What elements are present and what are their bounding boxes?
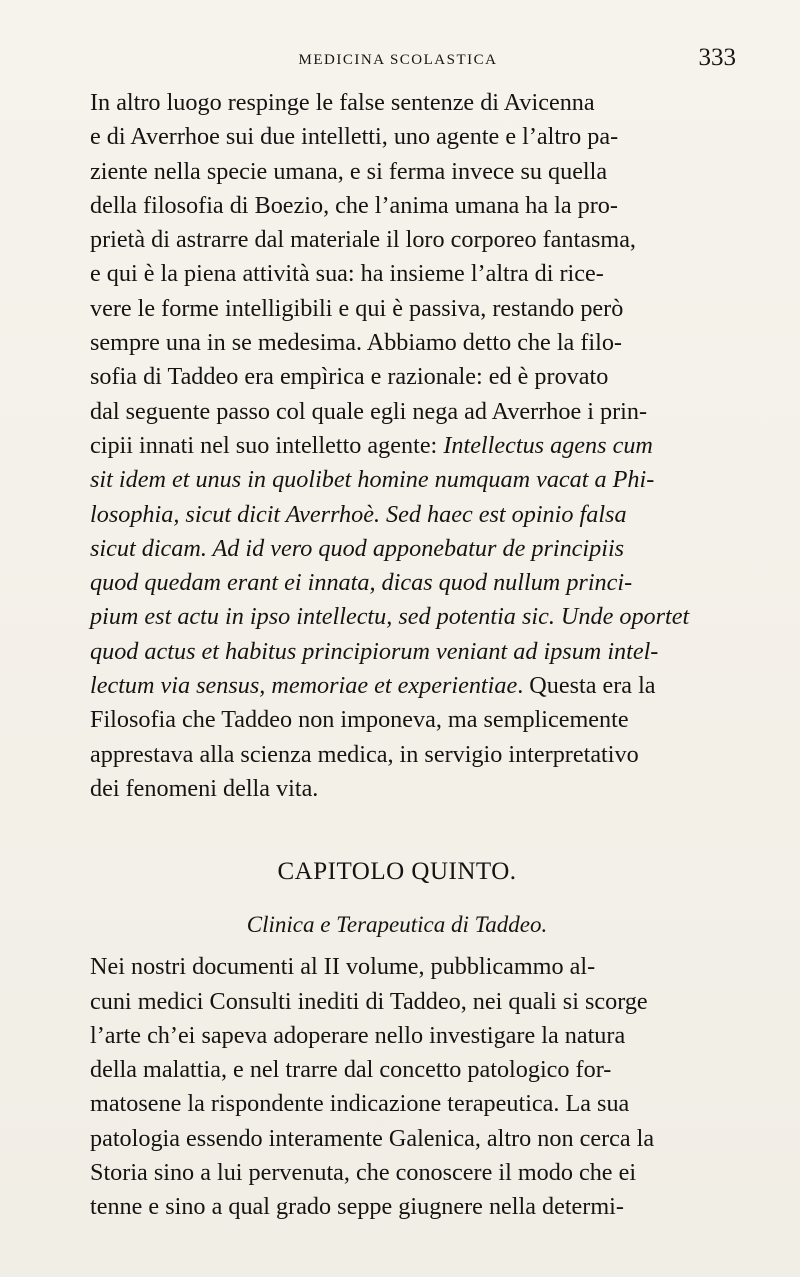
paragraph-avicenna-averrhoe [54,86,740,806]
line-text: matosene la rispondente indicazione terapeutica. La sua [90,1090,630,1118]
text-line [54,772,740,806]
text-line [54,1122,740,1156]
line-text: cuni medici Consulti inediti di Taddeo, nei quali si scorge [90,987,648,1015]
line-text: sofia di Taddeo era empìrica e razionale: ed è provato [90,363,609,391]
line-text: e di Averrhoe sui due intelletti, uno agente e l’altro pa- [90,123,619,151]
line-text: . Questa era la [517,672,656,700]
latin-quote-text: sit idem et unus in quolibet homine numquam vacat a Phi- [90,466,655,494]
running-title: MEDICINA SCOLASTICA [298,52,498,68]
text-line [54,1190,740,1224]
text-line [54,532,740,566]
line-text: e qui è la piena attività sua: ha insieme l’altra di rice- [90,260,604,288]
paragraph-consulti [54,950,740,1224]
line-text: dei fenomeni della vita. [90,774,319,802]
line-text: l’arte ch’ei sapeva adoperare nello investigare la natura [90,1021,626,1049]
latin-quote-text: pium est actu in ipso intellectu, sed potentia sic. Unde oportet [90,603,690,631]
line-text: Nei nostri documenti al II volume, pubblicammo al- [90,953,596,981]
line-text: dal seguente passo col quale egli nega ad Averrhoe i prin- [90,397,648,425]
line-text: Filosofia che Taddeo non imponeva, ma semplicemente [90,706,629,734]
section-subtitle: Clinica e Terapeutica di Taddeo. [246,912,548,938]
latin-quote-text: losophia, sicut dicit Averrhoè. Sed haec est opinio falsa [90,500,627,528]
text-line [54,566,740,600]
latin-quote-text: sicut dicam. Ad id vero quod apponebatur de principiis [90,534,625,562]
line-text: della malattia, e nel trarre dal concetto patologico for- [90,1056,612,1084]
text-line [54,360,740,394]
latin-quote-text: quod quedam erant ei innata, dicas quod nullum princi- [90,569,633,597]
line-text: della filosofia di Boezio, che l’anima umana ha la pro- [90,191,618,219]
latin-quote-text: lectum via sensus, memoriae et experientiae [90,672,518,700]
text-line [54,189,740,223]
text-line [54,1087,740,1121]
page-number: 333 [698,44,736,71]
text-line [54,429,740,463]
text-line [54,395,740,429]
line-text: cipii innati nel suo intelletto agente: [90,431,444,459]
text-line [54,155,740,189]
line-text: tenne e sino a qual grado seppe giugnere nella determi- [90,1193,624,1221]
text-line [54,1019,740,1053]
text-line [54,985,740,1019]
text-line [54,600,740,634]
text-line [54,86,740,120]
text-line [54,1053,740,1087]
text-line [54,257,740,291]
text-line [54,326,740,360]
text-line [54,738,740,772]
text-line [54,120,740,154]
latin-quote-text: Intellectus agens cum [443,431,653,459]
line-text: prietà di astrarre dal materiale il loro corporeo fantasma, [90,226,636,254]
text-line [54,292,740,326]
text-line [54,463,740,497]
latin-quote-text: quod actus et habitus principiorum veniant ad ipsum intel- [90,637,659,665]
text-line [54,703,740,737]
line-text: ziente nella specie umana, e si ferma invece su quella [90,157,608,185]
line-text: vere le forme intelligibili e qui è passiva, restando però [90,294,624,322]
text-block [54,86,740,1225]
text-line [54,223,740,257]
line-text: apprestava alla scienza medica, in servigio interpretativo [90,740,639,768]
text-line [54,635,740,669]
chapter-title: CAPITOLO QUINTO. [277,858,517,886]
line-text: sempre una in se medesima. Abbiamo detto che la filo- [90,329,622,357]
text-line [54,669,740,703]
text-line [54,1156,740,1190]
line-text: Storia sino a lui pervenuta, che conoscere il modo che ei [90,1159,637,1187]
text-line [54,498,740,532]
text-line [54,950,740,984]
line-text: patologia essendo interamente Galenica, altro non cerca la [90,1124,655,1152]
running-head [56,44,740,78]
line-text: In altro luogo respinge le false sentenze di Avicenna [90,89,595,116]
